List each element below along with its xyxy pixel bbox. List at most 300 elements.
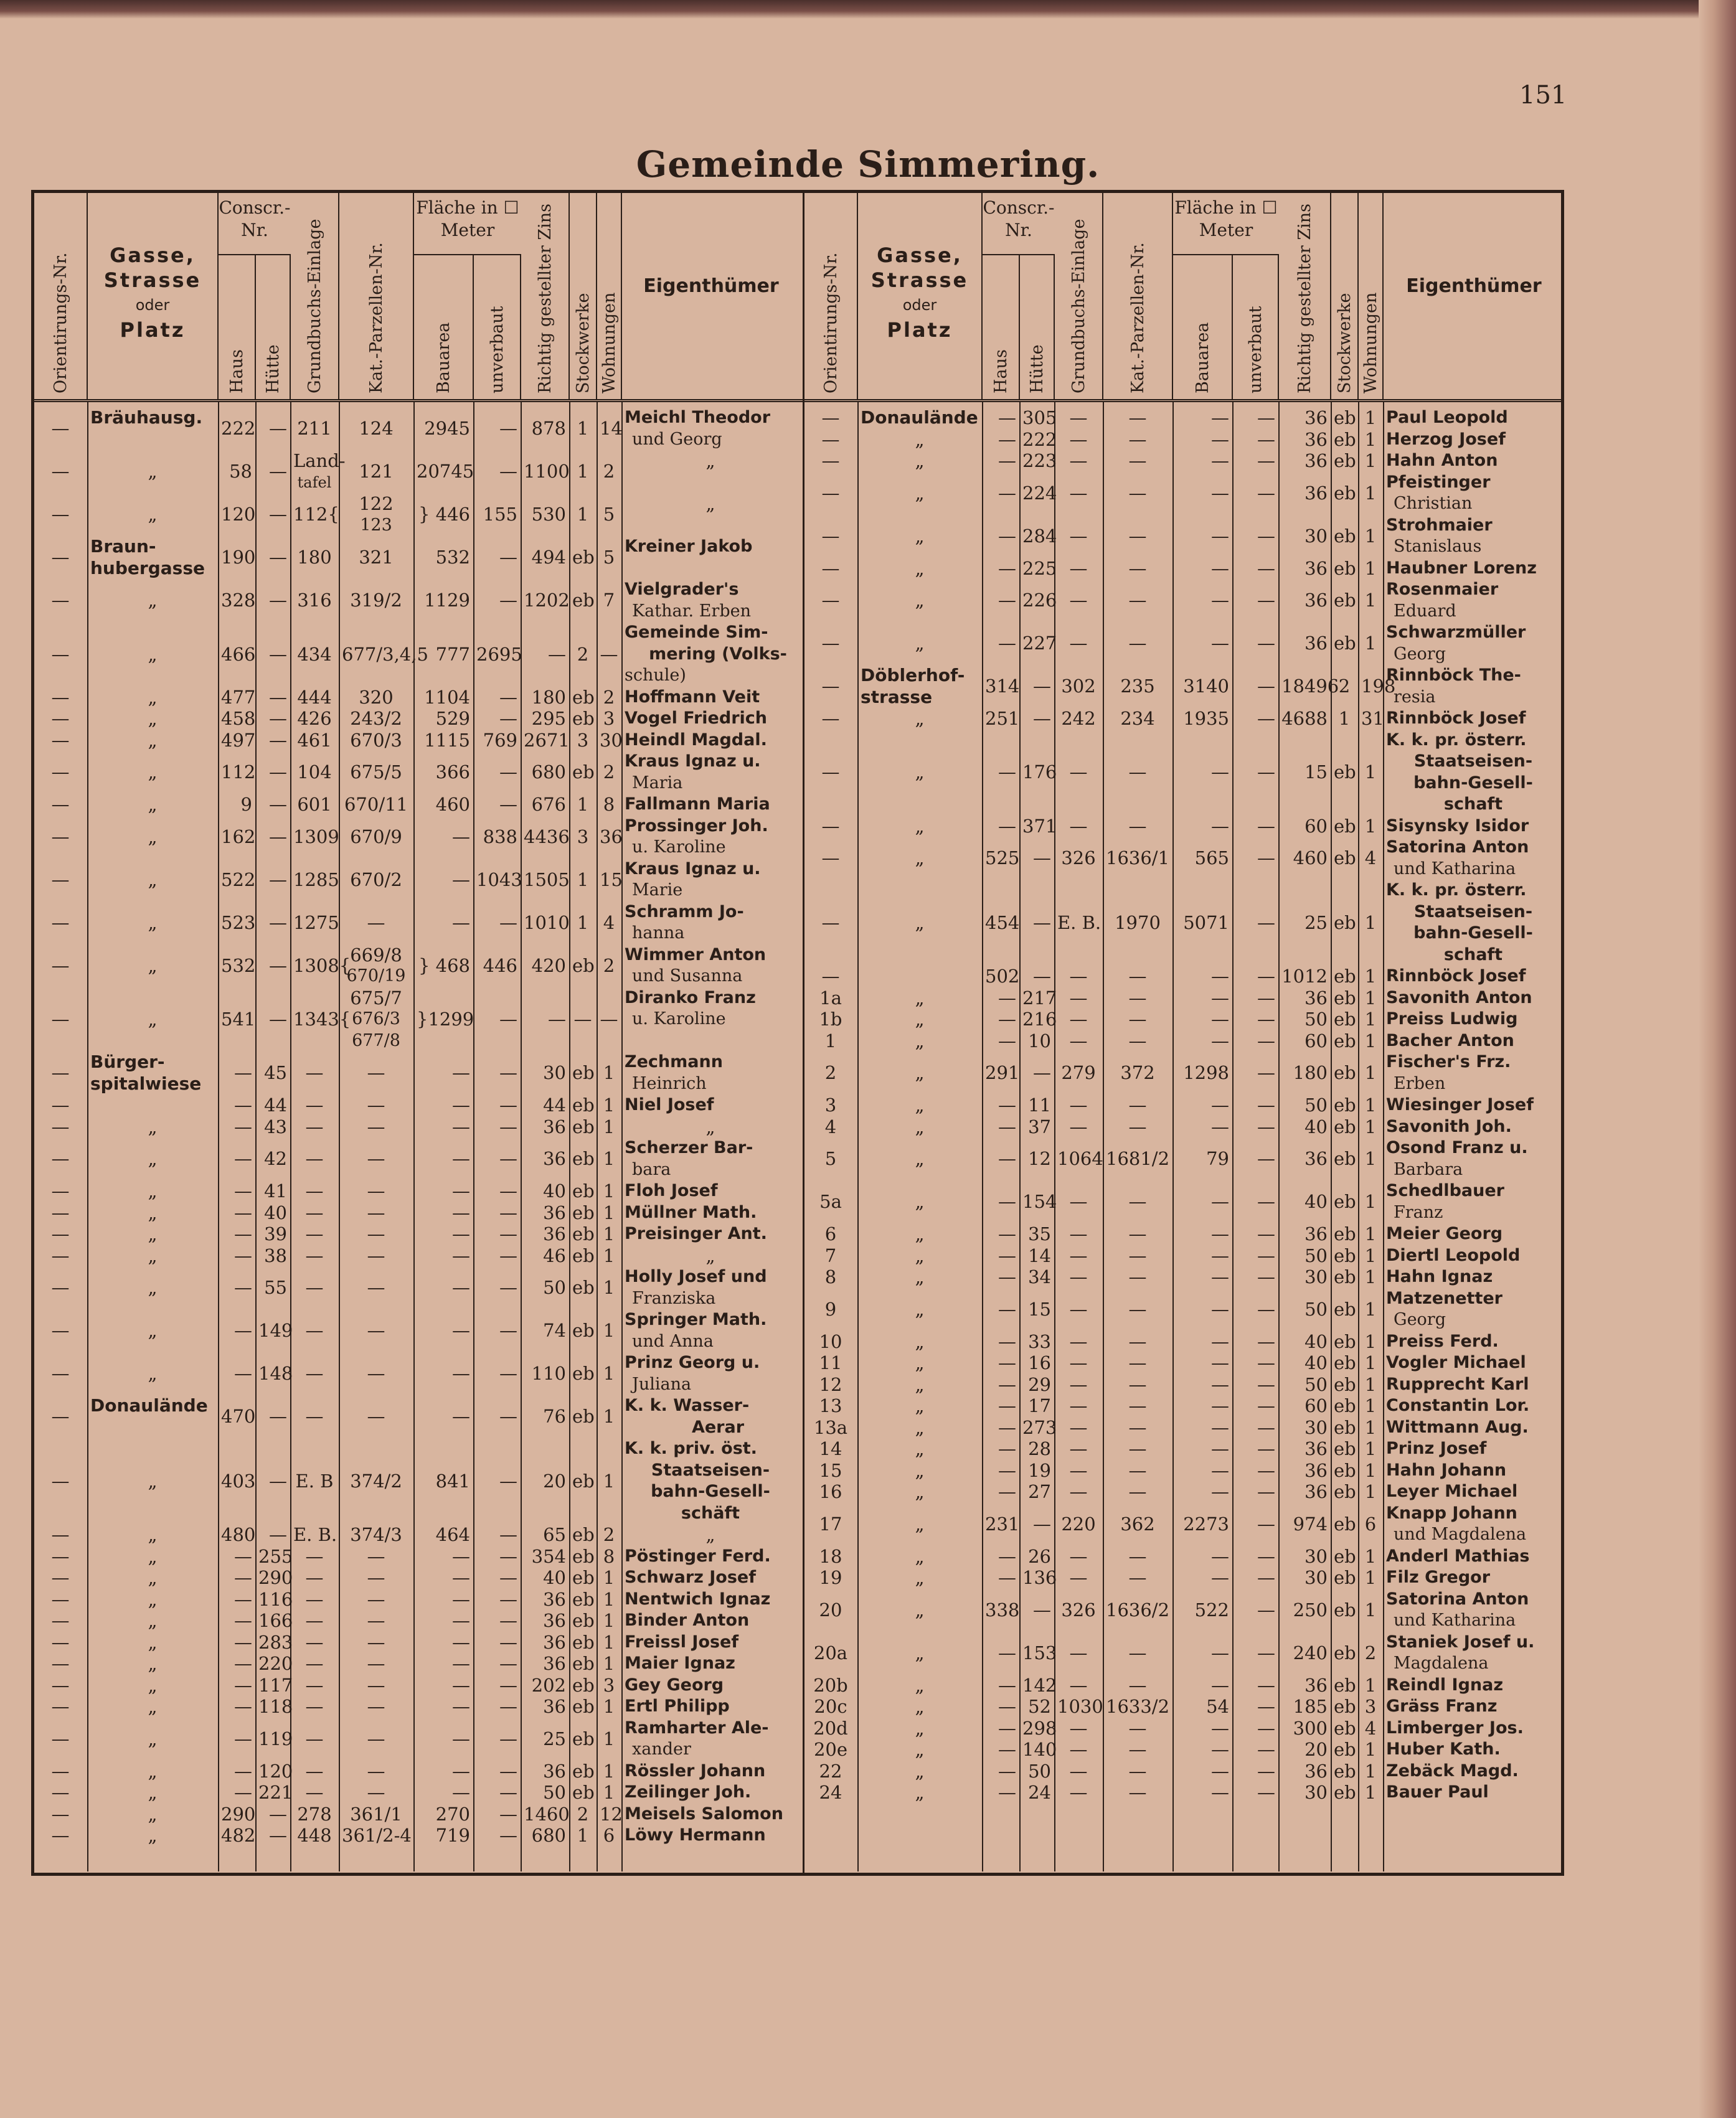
- right-cell-huette: 29: [1028, 1373, 1051, 1395]
- right-cell-gasse: „: [915, 482, 925, 504]
- right-cell-haus: —: [998, 815, 1016, 837]
- right-table-row: [804, 1116, 1564, 1138]
- left-cell-haus: 162: [221, 826, 256, 847]
- left-table-row: [34, 450, 803, 493]
- left-cell-bauarea: 1115: [424, 729, 470, 751]
- right-cell-huette: 17: [1028, 1395, 1051, 1416]
- right-table-row: [804, 1030, 1564, 1052]
- left-cell-stockwerke: eb: [572, 1760, 595, 1782]
- left-cell-gasse: „: [148, 686, 158, 708]
- right-cell-haus: —: [998, 525, 1016, 547]
- right-cell-kat-parzelle: —: [1128, 1438, 1147, 1459]
- left-cell-zins: 1010: [524, 911, 570, 933]
- right-cell-huette: 19: [1028, 1459, 1051, 1481]
- left-cell-kat-parzelle: —: [367, 1653, 385, 1674]
- right-cell-gasse: „: [915, 1459, 925, 1481]
- right-cell-huette: 226: [1022, 590, 1057, 611]
- left-cell-eigenthuemer: „: [705, 1116, 715, 1137]
- right-cell-grundbuch: —: [1069, 1223, 1088, 1245]
- right-cell-eigenthuemer: Prinz Josef: [1386, 1439, 1487, 1458]
- right-cell-gasse: „: [915, 1245, 925, 1266]
- right-cell-grundbuch: —: [1069, 987, 1088, 1009]
- right-cell-eigenthuemer: Matzenetter: [1386, 1288, 1502, 1308]
- left-cell-bauarea: —: [452, 1180, 470, 1202]
- left-cell-haus: —: [234, 1320, 252, 1342]
- right-cell-kat-parzelle: —: [1128, 987, 1147, 1009]
- right-cell-eigenthuemer: Gräss Franz: [1386, 1697, 1498, 1716]
- right-cell-huette: —: [1033, 1513, 1051, 1535]
- left-cell-eigenthuemer: Kreiner Jakob: [625, 537, 753, 556]
- left-cell-bauarea: —: [452, 1588, 470, 1610]
- left-cell-huette: 283: [258, 1631, 293, 1653]
- right-cell-eigenthuemer: Fischer's Frz.: [1386, 1052, 1511, 1071]
- left-cell-zins: 1460: [524, 1803, 570, 1825]
- right-cell-zins: 20: [1304, 1739, 1328, 1760]
- left-cell-eigenthuemer: K. k. priv. öst.: [625, 1439, 757, 1458]
- left-table-row: [34, 1610, 803, 1632]
- left-cell-zins: 40: [543, 1567, 566, 1588]
- left-cell-haus: —: [234, 1148, 252, 1170]
- right-cell-gasse: „: [915, 1116, 925, 1137]
- right-cell-grundbuch: E. B.: [1057, 911, 1102, 933]
- left-cell-stockwerke: 2: [577, 643, 589, 665]
- right-cell-zins: 30: [1304, 1545, 1328, 1567]
- right-cell-wohnungen: 4: [1364, 847, 1377, 869]
- left-cell-zins: 44: [543, 1094, 566, 1116]
- right-col-stockwerke: [1331, 193, 1359, 399]
- right-cell-eigenthuemer: Schwarzmüller: [1386, 623, 1526, 642]
- right-cell-grundbuch: —: [1069, 1245, 1088, 1266]
- right-cell-haus: —: [998, 407, 1016, 428]
- right-cell-gasse: Donaulände: [861, 407, 978, 428]
- right-cell-wohnungen: 1: [1364, 1567, 1377, 1588]
- left-cell-stockwerke: eb: [572, 1277, 595, 1299]
- left-cell-wohnungen: 2: [603, 461, 615, 482]
- left-cell-eigenthuemer-line: bara: [632, 1159, 671, 1179]
- right-table-row: [804, 1546, 1564, 1568]
- left-cell-stockwerke: 1: [577, 911, 589, 933]
- left-cell-gasse: „: [148, 590, 158, 611]
- left-cell-bauarea: —: [452, 1610, 470, 1631]
- left-cell-kat-parzelle: —: [367, 1406, 385, 1428]
- left-cell-gasse: „: [148, 1148, 158, 1170]
- right-cell-orientirungs-nr: 20b: [813, 1674, 848, 1696]
- left-cell-haus: —: [234, 1567, 252, 1588]
- right-cell-unverbaut: —: [1257, 1395, 1275, 1416]
- left-cell-huette: —: [269, 954, 287, 976]
- right-cell-wohnungen: 3: [1364, 1696, 1377, 1717]
- left-gasse-header-line: Platz: [120, 318, 186, 342]
- right-cell-bauarea: —: [1211, 428, 1229, 450]
- left-cell-stockwerke: eb: [572, 1696, 595, 1717]
- right-cell-orientirungs-nr: 2: [824, 1062, 837, 1084]
- right-cell-eigenthuemer-line: Christian: [1394, 494, 1473, 513]
- left-cell-huette: —: [269, 686, 287, 708]
- right-cell-eigenthuemer-line: Franz: [1394, 1202, 1443, 1222]
- left-cell-wohnungen: 1: [603, 1116, 615, 1137]
- left-cell-wohnungen: 12: [600, 1803, 623, 1825]
- right-cell-huette: 37: [1028, 1116, 1051, 1137]
- left-cell-haus: —: [234, 1180, 252, 1202]
- right-cell-haus: —: [998, 1739, 1016, 1760]
- left-cell-gasse: „: [148, 1728, 158, 1749]
- left-table-row: [34, 901, 803, 944]
- left-cell-kat-parzelle: 321: [359, 547, 394, 568]
- left-cell-wohnungen: 2: [603, 954, 615, 976]
- right-zins-header: Richtig gestellter Zins: [1295, 203, 1314, 393]
- right-cell-bauarea: —: [1211, 450, 1229, 471]
- right-cell-huette: 16: [1028, 1352, 1051, 1373]
- left-cell-grundbuch: Land-: [293, 450, 346, 471]
- right-cell-huette: 12: [1028, 1148, 1051, 1170]
- right-cell-eigenthuemer: Hahn Johann: [1386, 1460, 1507, 1480]
- right-cell-zins: 50: [1304, 1009, 1328, 1030]
- right-cell-gasse: „: [915, 1717, 925, 1739]
- page-title: Gemeinde Simmering.: [636, 143, 1100, 186]
- left-cell-grundbuch: —: [305, 1202, 324, 1223]
- right-table-row: [804, 1331, 1564, 1353]
- right-cell-bauarea: —: [1211, 761, 1229, 783]
- left-cell-stockwerke: eb: [572, 1728, 595, 1749]
- right-cell-kat-parzelle: —: [1128, 1009, 1147, 1030]
- right-cell-stockwerke: eb: [1334, 1567, 1356, 1588]
- left-cell-huette: —: [269, 911, 287, 933]
- right-cell-grundbuch: —: [1069, 1009, 1088, 1030]
- right-cell-wohnungen: 1: [1364, 1116, 1377, 1137]
- right-cell-stockwerke: eb: [1334, 1642, 1356, 1664]
- left-cell-huette: 221: [258, 1782, 293, 1803]
- left-cell-huette: 120: [258, 1760, 293, 1782]
- right-cell-zins: 36: [1304, 1223, 1328, 1245]
- left-table-row: [34, 1653, 803, 1675]
- right-cell-orientirungs-nr: —: [821, 557, 840, 579]
- right-cell-grundbuch: —: [1069, 482, 1088, 504]
- right-cell-orientirungs-nr: 22: [819, 1760, 842, 1782]
- right-cell-unverbaut: —: [1257, 1416, 1275, 1438]
- left-cell-kat-parzelle: 361/2-4: [342, 1825, 412, 1846]
- left-cell-huette: 290: [258, 1567, 293, 1588]
- left-cell-unverbaut: 446: [483, 954, 517, 976]
- left-table-row: [34, 794, 803, 816]
- left-cell-stockwerke: eb: [572, 1588, 595, 1610]
- right-cell-eigenthuemer: Staniek Josef u.: [1386, 1632, 1535, 1652]
- left-cell-orientirungs-nr: —: [51, 1223, 70, 1245]
- left-cell-stockwerke: eb: [572, 1631, 595, 1653]
- right-cell-wohnungen: 1: [1364, 1739, 1377, 1760]
- left-cell-gasse: „: [148, 1245, 158, 1266]
- left-cell-bauarea: }1299: [417, 1009, 474, 1030]
- left-table-row: [34, 1202, 803, 1224]
- left-cell-grundbuch: —: [305, 1545, 324, 1567]
- left-kat-parzelle-header: Kat.-Parzellen-Nr.: [367, 242, 386, 393]
- left-cell-eigenthuemer: Schramm Jo-: [625, 901, 744, 921]
- right-cell-kat-parzelle: —: [1128, 966, 1147, 987]
- left-col-grundbuch: [291, 193, 339, 399]
- right-cell-unverbaut: —: [1257, 1739, 1275, 1760]
- left-cell-huette: 166: [258, 1610, 293, 1631]
- right-cell-gasse: „: [915, 1696, 925, 1717]
- right-cell-kat-parzelle: 372: [1120, 1062, 1155, 1084]
- right-cell-kat-parzelle: —: [1128, 633, 1147, 654]
- left-cell-unverbaut: —: [499, 1728, 517, 1749]
- left-cell-kat-parzelle: —: [367, 1202, 385, 1223]
- right-cell-gasse: „: [915, 1782, 925, 1803]
- right-cell-unverbaut: —: [1257, 1438, 1275, 1459]
- left-cell-kat-parzelle: 124: [359, 418, 394, 440]
- right-cell-gasse: „: [915, 1567, 925, 1588]
- left-cell-bauarea: —: [452, 1782, 470, 1803]
- left-cell-grundbuch: —: [305, 1782, 324, 1803]
- left-cell-bauarea: —: [452, 1277, 470, 1299]
- left-cell-eigenthuemer: „: [705, 1524, 715, 1545]
- right-cell-eigenthuemer: Satorina Anton: [1386, 837, 1529, 857]
- left-cell-grundbuch: 1285: [293, 868, 339, 890]
- left-cell-gasse: Donaulände: [90, 1395, 208, 1416]
- left-cell-bauarea: } 446: [418, 504, 470, 525]
- left-cell-stockwerke: eb: [572, 547, 595, 568]
- right-table-row: [804, 472, 1564, 515]
- left-table-row: [34, 944, 803, 987]
- right-cell-kat-parzelle: 1633/2: [1106, 1696, 1170, 1717]
- right-cell-stockwerke: eb: [1334, 761, 1356, 783]
- right-table-row: [804, 1245, 1564, 1267]
- right-cell-bauarea: —: [1211, 1782, 1229, 1803]
- right-cell-gasse: „: [915, 633, 925, 654]
- right-cell-haus: —: [998, 1298, 1016, 1320]
- right-cell-zins: 1012: [1281, 966, 1328, 987]
- right-cell-haus: —: [998, 450, 1016, 471]
- right-cell-gasse: „: [915, 815, 925, 837]
- right-cell-gasse: „: [915, 1223, 925, 1245]
- right-cell-stockwerke: eb: [1334, 966, 1356, 987]
- right-cell-stockwerke: eb: [1334, 1739, 1356, 1760]
- left-cell-unverbaut: —: [499, 1277, 517, 1299]
- right-cell-zins: 36: [1304, 633, 1328, 654]
- left-cell-kat-parzelle: 121: [359, 461, 394, 482]
- left-cell-wohnungen: 5: [603, 547, 615, 568]
- right-cell-huette: 225: [1022, 557, 1057, 579]
- left-cell-grundbuch: —: [305, 1094, 324, 1116]
- left-cell-grundbuch: 316: [297, 590, 332, 611]
- left-cell-grundbuch: —: [305, 1588, 324, 1610]
- right-cell-grundbuch: —: [1069, 428, 1088, 450]
- right-cell-unverbaut: —: [1257, 1696, 1275, 1717]
- right-cell-orientirungs-nr: —: [821, 428, 840, 450]
- left-cell-gasse: „: [148, 1320, 158, 1342]
- left-cell-orientirungs-nr: —: [51, 729, 70, 751]
- left-cell-orientirungs-nr: —: [51, 1567, 70, 1588]
- left-cell-eigenthuemer-line: und Anna: [632, 1331, 714, 1351]
- left-cell-kat-parzelle-line: 123: [360, 515, 392, 535]
- right-cell-unverbaut: —: [1257, 761, 1275, 783]
- right-table-row: [804, 515, 1564, 558]
- left-cell-gasse: „: [148, 1180, 158, 1202]
- left-cell-unverbaut: —: [499, 1094, 517, 1116]
- left-cell-unverbaut: —: [499, 1406, 517, 1428]
- left-cell-kat-parzelle: 319/2: [350, 590, 402, 611]
- right-cell-haus: —: [998, 1760, 1016, 1782]
- right-table-row: [804, 1094, 1564, 1116]
- right-cell-kat-parzelle: 1681/2: [1106, 1148, 1170, 1170]
- right-table-row: [804, 1223, 1564, 1245]
- left-table-row: [34, 407, 803, 450]
- right-cell-unverbaut: —: [1257, 633, 1275, 654]
- left-cell-grundbuch: —: [305, 1320, 324, 1342]
- left-table-row: [34, 1782, 803, 1804]
- left-cell-wohnungen: 6: [603, 1825, 615, 1846]
- right-cell-eigenthuemer: Pfeistinger: [1386, 472, 1491, 492]
- right-cell-orientirungs-nr: 20a: [813, 1642, 848, 1664]
- right-cell-zins: 36: [1304, 557, 1328, 579]
- right-table-row: [804, 1632, 1564, 1675]
- right-cell-bauarea: —: [1211, 1094, 1229, 1116]
- right-cell-bauarea: —: [1211, 482, 1229, 504]
- right-cell-bauarea: —: [1211, 1416, 1229, 1438]
- left-cell-haus: 458: [221, 708, 256, 729]
- right-table-row: [804, 1417, 1564, 1439]
- right-cell-kat-parzelle: —: [1128, 1245, 1147, 1266]
- left-cell-orientirungs-nr: —: [51, 911, 70, 933]
- right-cell-unverbaut: —: [1257, 1567, 1275, 1588]
- right-cell-orientirungs-nr: 6: [824, 1223, 837, 1245]
- left-cell-zins: 65: [543, 1524, 566, 1545]
- right-cell-wohnungen: 1: [1364, 1245, 1377, 1266]
- right-cell-bauarea: —: [1211, 557, 1229, 579]
- left-cell-eigenthuemer: „: [705, 1245, 715, 1266]
- left-cell-bauarea: 532: [435, 547, 470, 568]
- right-cell-bauarea: 54: [1206, 1696, 1229, 1717]
- left-cell-wohnungen: 15: [600, 868, 623, 890]
- left-cell-wohnungen: 7: [603, 590, 615, 611]
- right-cell-wohnungen: 1: [1364, 1782, 1377, 1803]
- right-cell-stockwerke: eb: [1334, 557, 1356, 579]
- right-cell-grundbuch: —: [1069, 1298, 1088, 1320]
- left-cell-eigenthuemer-line: Marie: [632, 880, 683, 900]
- left-cell-eigenthuemer-line: und Susanna: [632, 966, 743, 986]
- left-cell-gasse: „: [148, 1653, 158, 1674]
- left-cell-huette: 43: [264, 1116, 287, 1137]
- right-cell-eigenthuemer-line: und Katharina: [1394, 1611, 1516, 1630]
- right-cell-unverbaut: —: [1257, 815, 1275, 837]
- right-cell-wohnungen: 1: [1364, 450, 1377, 471]
- left-cell-unverbaut: —: [499, 1760, 517, 1782]
- right-cell-bauarea: —: [1211, 987, 1229, 1009]
- right-cell-orientirungs-nr: 1a: [819, 987, 842, 1009]
- left-cell-orientirungs-nr: —: [51, 1674, 70, 1696]
- left-cell-zins: —: [548, 643, 566, 665]
- right-cell-bauarea: —: [1211, 1298, 1229, 1320]
- left-cell-eigenthuemer: Nentwich Ignaz: [625, 1589, 771, 1609]
- left-cell-unverbaut: 2695: [476, 643, 522, 665]
- left-cell-bauarea: 2945: [424, 418, 470, 440]
- left-table-row: [34, 1438, 803, 1524]
- left-table-row: [34, 1718, 803, 1761]
- left-cell-unverbaut: —: [499, 1223, 517, 1245]
- left-cell-huette: —: [269, 761, 287, 783]
- right-cell-stockwerke: eb: [1334, 1395, 1356, 1416]
- right-cell-eigenthuemer: Knapp Johann: [1386, 1503, 1517, 1523]
- left-table-row: [34, 1116, 803, 1138]
- left-cell-haus: —: [234, 1782, 252, 1803]
- left-cell-orientirungs-nr: —: [51, 1180, 70, 1202]
- right-cell-zins: 30: [1304, 525, 1328, 547]
- left-cell-eigenthuemer-line: und Georg: [632, 429, 722, 449]
- left-cell-bauarea: —: [452, 911, 470, 933]
- left-cell-haus: —: [234, 1363, 252, 1385]
- right-cell-unverbaut: —: [1257, 966, 1275, 987]
- left-table-row: [34, 1266, 803, 1309]
- right-cell-bauarea: —: [1211, 1009, 1229, 1030]
- left-cell-zins: 1100: [524, 461, 570, 482]
- left-cell-zins: 36: [543, 1588, 566, 1610]
- left-table-row: [34, 1804, 803, 1825]
- right-cell-gasse: „: [915, 450, 925, 471]
- right-cell-zins: 30: [1304, 1416, 1328, 1438]
- left-table-row: [34, 1223, 803, 1245]
- left-cell-zins: 295: [531, 708, 566, 729]
- left-cell-unverbaut: —: [499, 1470, 517, 1492]
- right-cell-bauarea: —: [1211, 1245, 1229, 1266]
- left-cell-orientirungs-nr: —: [51, 547, 70, 568]
- right-cell-grundbuch: —: [1069, 966, 1088, 987]
- left-cell-gasse: „: [148, 1470, 158, 1492]
- right-cell-bauarea: 565: [1194, 847, 1229, 869]
- right-cell-haus: 291: [985, 1062, 1020, 1084]
- left-cell-unverbaut: 769: [483, 729, 517, 751]
- right-cell-haus: —: [998, 1245, 1016, 1266]
- left-cell-grundbuch: —: [305, 1277, 324, 1299]
- left-cell-eigenthuemer: Prossinger Joh.: [625, 816, 768, 835]
- right-cell-unverbaut: —: [1257, 1245, 1275, 1266]
- left-cell-zins: 1202: [524, 590, 570, 611]
- right-cell-gasse: „: [915, 1416, 925, 1438]
- left-cell-haus: —: [234, 1545, 252, 1567]
- right-table-row: [804, 1180, 1564, 1223]
- left-cell-huette: 45: [264, 1062, 287, 1084]
- left-cell-grundbuch: 444: [297, 686, 332, 708]
- left-col-gasse: [88, 193, 219, 399]
- right-cell-orientirungs-nr: 14: [819, 1438, 842, 1459]
- left-cell-zins: 110: [531, 1363, 566, 1385]
- right-cell-haus: —: [998, 1030, 1016, 1052]
- right-cell-grundbuch: —: [1069, 633, 1088, 654]
- right-cell-huette: 136: [1022, 1567, 1057, 1588]
- right-cell-eigenthuemer: Diertl Leopold: [1386, 1245, 1521, 1265]
- left-cell-haus: 120: [221, 504, 256, 525]
- right-cell-zins: 36: [1304, 407, 1328, 428]
- left-cell-kat-parzelle: 669/8: [350, 944, 402, 966]
- left-cell-grundbuch: —: [305, 1610, 324, 1631]
- right-table-row: [804, 450, 1564, 472]
- right-cell-zins: 36: [1304, 428, 1328, 450]
- left-cell-haus: —: [234, 1653, 252, 1674]
- left-cell-kat-parzelle: 675/5: [350, 761, 402, 783]
- left-cell-gasse-line: hubergasse: [90, 557, 205, 578]
- left-cell-bauarea: —: [452, 1696, 470, 1717]
- right-cell-haus: —: [998, 1567, 1016, 1588]
- right-cell-haus: —: [998, 1116, 1016, 1137]
- right-cell-zins: 50: [1304, 1094, 1328, 1116]
- right-cell-unverbaut: —: [1257, 450, 1275, 471]
- left-cell-bauarea: 529: [435, 708, 470, 729]
- left-cell-unverbaut: —: [499, 1674, 517, 1696]
- left-cell-eigenthuemer-line: Staatseisen-: [651, 1460, 770, 1480]
- right-cell-eigenthuemer: Strohmaier: [1386, 515, 1493, 535]
- left-cell-huette: 40: [264, 1202, 287, 1223]
- right-cell-bauarea: 1298: [1183, 1062, 1229, 1084]
- right-col-orientirungs-nr: [804, 193, 858, 399]
- right-cell-wohnungen: 1: [1364, 1352, 1377, 1373]
